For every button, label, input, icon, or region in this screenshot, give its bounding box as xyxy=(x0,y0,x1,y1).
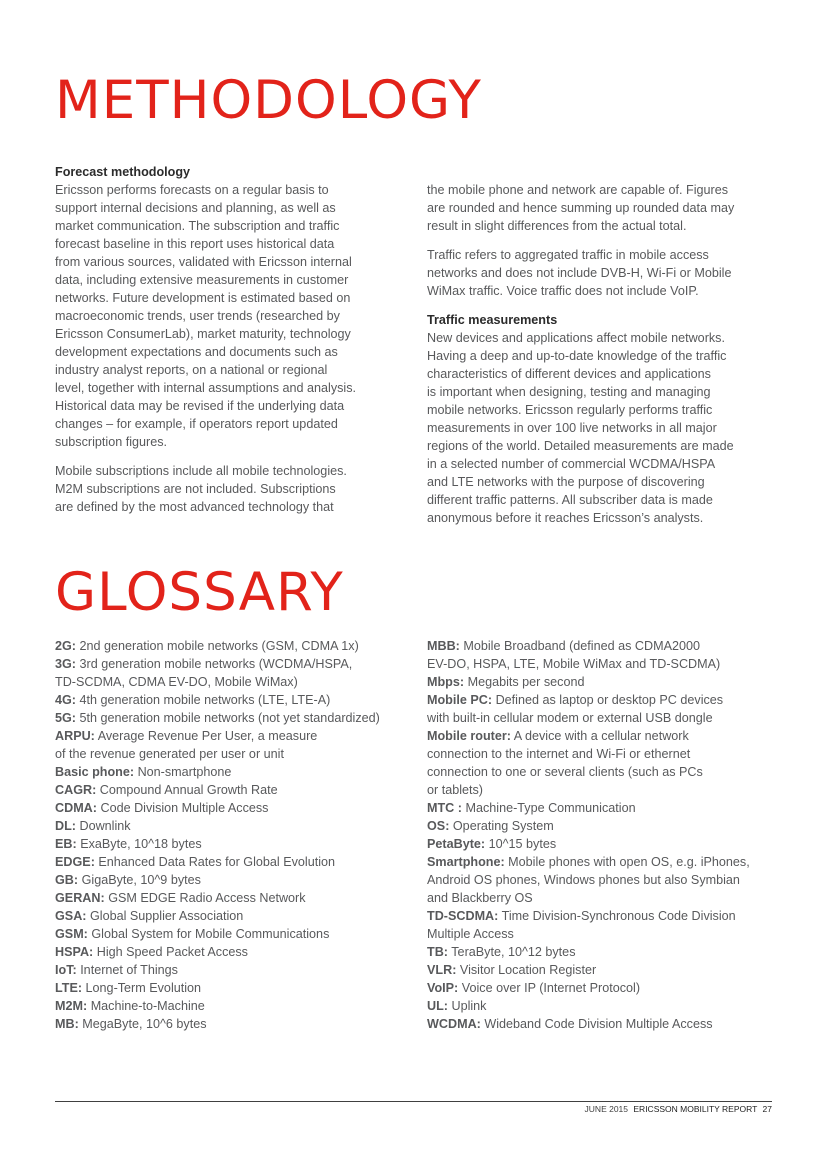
glossary-term: Basic phone: xyxy=(55,765,135,779)
glossary-entry xyxy=(55,763,425,781)
glossary-entry xyxy=(427,673,797,691)
glossary-term: Smartphone: xyxy=(427,855,505,869)
glossary-entry xyxy=(427,727,797,799)
footer-date: JUNE 2015 xyxy=(584,1104,629,1114)
glossary-definition: Voice over IP (Internet Protocol) xyxy=(461,981,641,995)
glossary-term: TD-SCDMA: xyxy=(427,909,499,923)
glossary-definition: Defined as laptop or desktop PC devices with built-in cellular modem or external USB dongle xyxy=(427,693,724,725)
glossary-entry xyxy=(55,655,425,691)
glossary-term: VoIP: xyxy=(427,981,459,995)
glossary-term: MBB: xyxy=(427,639,460,653)
glossary-term: M2M: xyxy=(55,999,88,1013)
glossary-entry xyxy=(55,691,425,709)
methodology-left-column xyxy=(55,163,405,527)
glossary-definition: TeraByte, 10^12 bytes xyxy=(451,945,576,959)
glossary-entry xyxy=(55,943,425,961)
glossary-definition: High Speed Packet Access xyxy=(96,945,248,959)
glossary-term: TB: xyxy=(427,945,448,959)
glossary-entry xyxy=(427,961,797,979)
glossary-definition: 3rd generation mobile networks (WCDMA/HSPA, TD-SCDMA, CDMA EV-DO, Mobile WiMax) xyxy=(55,657,353,689)
glossary-term: 4G: xyxy=(55,693,76,707)
glossary-entry xyxy=(427,997,797,1015)
glossary-entry xyxy=(55,709,425,727)
glossary-entry xyxy=(427,817,797,835)
glossary-term: Mobile PC: xyxy=(427,693,493,707)
glossary-term: CAGR: xyxy=(55,783,97,797)
glossary-entry xyxy=(55,961,425,979)
glossary-entry xyxy=(427,907,797,943)
glossary-entry xyxy=(55,637,425,655)
glossary-entry xyxy=(55,727,425,763)
glossary-entry xyxy=(427,691,797,727)
glossary-term: VLR: xyxy=(427,963,457,977)
glossary-definition: Downlink xyxy=(79,819,131,833)
glossary-definition: Megabits per second xyxy=(467,675,585,689)
glossary-entry xyxy=(427,943,797,961)
glossary-definition: Average Revenue Per User, a measure of the revenue generated per user or unit xyxy=(55,729,318,761)
glossary-term: GERAN: xyxy=(55,891,105,905)
glossary-definition: Global System for Mobile Communications xyxy=(91,927,330,941)
glossary-definition: Compound Annual Growth Rate xyxy=(99,783,278,797)
glossary-term: 2G: xyxy=(55,639,76,653)
glossary-term: EDGE: xyxy=(55,855,95,869)
glossary-definition: A device with a cellular network connection to the internet and Wi-Fi or ethernet connection to one or several clients (such as PCs or tablets) xyxy=(427,729,703,797)
methodology-right-column xyxy=(427,181,777,538)
page-footer xyxy=(582,1104,772,1114)
glossary-entry xyxy=(55,907,425,925)
glossary-definition: Time Division-Synchronous Code Division Multiple Access xyxy=(427,909,736,941)
traffic-measurements-heading: Traffic measurements xyxy=(427,313,558,327)
glossary-definition: Mobile Broadband (defined as CDMA2000 EV-DO, HSPA, LTE, Mobile WiMax and TD-SCDMA) xyxy=(427,639,721,671)
footer-report-name: ERICSSON MOBILITY REPORT xyxy=(633,1104,758,1114)
forecast-paragraph-1: Ericsson performs forecasts on a regular basis to support internal decisions and planning, as well as market communication. The subscription and traffic forecast baseline in this report uses historical data from various sources, validated with Ericsson internal data, including extensive measurements in customer networks. Future development is estimated based on macroeconomic trends, user trends (researched by Ericsson ConsumerLab), market maturity, technology development expectations and documents such as industry analyst reports, on a national or regional level, together with internal assumptions and analysis. Historical data may be revised if the underlying data changes – for example, if operators report updated subscription figures. xyxy=(55,183,357,449)
glossary-term: HSPA: xyxy=(55,945,94,959)
glossary-term: WCDMA: xyxy=(427,1017,481,1031)
glossary-definition: Machine-Type Communication xyxy=(465,801,636,815)
glossary-term: GSM: xyxy=(55,927,88,941)
glossary-entry xyxy=(55,781,425,799)
traffic-measurements-paragraph: New devices and applications affect mobile networks. Having a deep and up-to-date knowledge of the traffic characteristics of different devices and applications is important when designing, testing and managing mobile networks. Ericsson regularly performs traffic measurements in over 100 live networks in all major regions of the world. Detailed measurements are made in a selected number of commercial WCDMA/HSPA and LTE networks with the purpose of discovering different traffic patterns. All subscriber data is made anonymous before it reaches Ericsson’s analysts. xyxy=(427,331,734,525)
glossary-definition: Enhanced Data Rates for Global Evolution xyxy=(98,855,336,869)
glossary-term: CDMA: xyxy=(55,801,97,815)
glossary-term: ARPU: xyxy=(55,729,95,743)
glossary-term: 3G: xyxy=(55,657,76,671)
glossary-definition: Operating System xyxy=(452,819,554,833)
glossary-right-column xyxy=(427,637,797,1033)
glossary-term: Mbps: xyxy=(427,675,465,689)
glossary-left-column xyxy=(55,637,425,1033)
glossary-definition: GSM EDGE Radio Access Network xyxy=(108,891,306,905)
glossary-definition: Visitor Location Register xyxy=(459,963,597,977)
glossary-entry xyxy=(427,799,797,817)
glossary-definition: ExaByte, 10^18 bytes xyxy=(80,837,202,851)
glossary-definition: Non-smartphone xyxy=(137,765,232,779)
glossary-entry xyxy=(55,1015,425,1033)
glossary-title: GLOSSARY xyxy=(55,562,344,623)
glossary-entry xyxy=(55,835,425,853)
glossary-entry xyxy=(55,817,425,835)
glossary-entry xyxy=(427,979,797,997)
glossary-definition: MegaByte, 10^6 bytes xyxy=(82,1017,207,1031)
glossary-term: PetaByte: xyxy=(427,837,486,851)
glossary-entry xyxy=(55,979,425,997)
glossary-definition: Internet of Things xyxy=(80,963,178,977)
glossary-definition: Mobile phones with open OS, e.g. iPhones, Android OS phones, Windows phones but also Symbian and Blackberry OS xyxy=(427,855,750,905)
forecast-methodology-heading: Forecast methodology xyxy=(55,165,191,179)
glossary-term: GSA: xyxy=(55,909,87,923)
glossary-term: LTE: xyxy=(55,981,83,995)
glossary-entry xyxy=(427,835,797,853)
methodology-title: METHODOLOGY xyxy=(55,70,482,131)
glossary-definition: Long-Term Evolution xyxy=(85,981,202,995)
glossary-term: Mobile router: xyxy=(427,729,511,743)
glossary-entry xyxy=(55,871,425,889)
glossary-definition: Wideband Code Division Multiple Access xyxy=(484,1017,713,1031)
traffic-definition-paragraph: Traffic refers to aggregated traffic in mobile access networks and does not include DVB-H, Wi-Fi or Mobile WiMax traffic. Voice traffic does not include VoIP. xyxy=(427,248,732,298)
glossary-entry xyxy=(427,853,797,907)
glossary-entry xyxy=(427,1015,797,1033)
forecast-paragraph-2: Mobile subscriptions include all mobile technologies. M2M subscriptions are not included. Subscriptions are defined by the most advanced technology that xyxy=(55,464,347,514)
glossary-term: MB: xyxy=(55,1017,79,1031)
glossary-term: 5G: xyxy=(55,711,76,725)
footer-page-number: 27 xyxy=(762,1104,772,1114)
glossary-definition: Machine-to-Machine xyxy=(90,999,205,1013)
glossary-definition: 2nd generation mobile networks (GSM, CDMA 1x) xyxy=(79,639,359,653)
glossary-entry xyxy=(55,799,425,817)
glossary-entry xyxy=(55,997,425,1015)
glossary-entry xyxy=(55,853,425,871)
glossary-definition: 10^15 bytes xyxy=(488,837,557,851)
glossary-term: EB: xyxy=(55,837,77,851)
glossary-term: OS: xyxy=(427,819,450,833)
glossary-term: IoT: xyxy=(55,963,77,977)
glossary-definition: Uplink xyxy=(451,999,487,1013)
glossary-term: UL: xyxy=(427,999,448,1013)
glossary-definition: 4th generation mobile networks (LTE, LTE-A) xyxy=(79,693,331,707)
glossary-entry xyxy=(55,925,425,943)
glossary-term: GB: xyxy=(55,873,79,887)
footer-divider xyxy=(55,1101,772,1102)
glossary-definition: Global Supplier Association xyxy=(89,909,244,923)
glossary-entry xyxy=(427,637,797,673)
glossary-term: DL: xyxy=(55,819,76,833)
glossary-definition: GigaByte, 10^9 bytes xyxy=(81,873,201,887)
glossary-entry xyxy=(55,889,425,907)
glossary-definition: 5th generation mobile networks (not yet standardized) xyxy=(79,711,380,725)
glossary-term: MTC : xyxy=(427,801,462,815)
glossary-definition: Code Division Multiple Access xyxy=(100,801,269,815)
forecast-paragraph-3: the mobile phone and network are capable of. Figures are rounded and hence summing up rounded data may result in slight differences from the actual total. xyxy=(427,183,735,233)
